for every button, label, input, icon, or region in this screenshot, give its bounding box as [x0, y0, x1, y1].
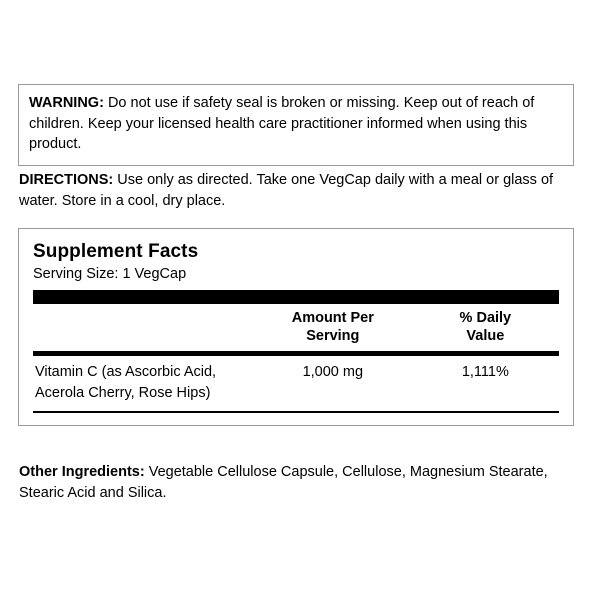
header-amount-line2: Serving [306, 328, 360, 345]
supplement-facts-table [33, 304, 559, 413]
directions-section [19, 170, 575, 212]
warning-label: WARNING: [29, 95, 104, 111]
header-dv-line2: Value [466, 328, 505, 345]
header-blank-cell [33, 304, 254, 351]
nutrient-amount: 1,000 mg [302, 364, 364, 381]
bottom-rule-row [33, 411, 559, 413]
warning-paragraph [29, 93, 563, 155]
thick-rule-divider [33, 290, 559, 304]
supplement-facts-panel [18, 228, 574, 426]
nutrient-daily-value: 1,111% [461, 364, 509, 381]
table-header-row [33, 304, 559, 351]
bottom-rule-divider [33, 411, 559, 413]
nutrient-name: Vitamin C (as Ascorbic Acid, Acerola Cherry, Rose Hips) [35, 364, 217, 401]
serving-size: Serving Size: 1 VegCap [33, 266, 187, 282]
directions-text: Use only as directed. Take one VegCap daily with a meal or glass of water. Store in a cool, dry place. [19, 172, 554, 210]
table-row [33, 356, 559, 411]
other-ingredients-section [19, 462, 575, 504]
other-ingredients-text: Vegetable Cellulose Capsule, Cellulose, Magnesium Stearate, Stearic Acid and Silica. [19, 464, 548, 502]
other-ingredients-label: Other Ingredients: [19, 464, 145, 480]
header-dv-line1: % Daily [459, 310, 512, 326]
header-amount-line1: Amount Per [291, 310, 374, 326]
directions-label: DIRECTIONS: [19, 172, 114, 188]
warning-box [18, 84, 574, 166]
supplement-facts-title: Supplement Facts [33, 241, 199, 262]
bottom-rule-cell [33, 411, 559, 413]
header-amount-per-serving [254, 304, 412, 351]
header-daily-value [412, 304, 559, 351]
warning-text: Do not use if safety seal is broken or missing. Keep out of reach of children. Keep your licensed health care practitioner informed when using this product. [29, 95, 535, 153]
